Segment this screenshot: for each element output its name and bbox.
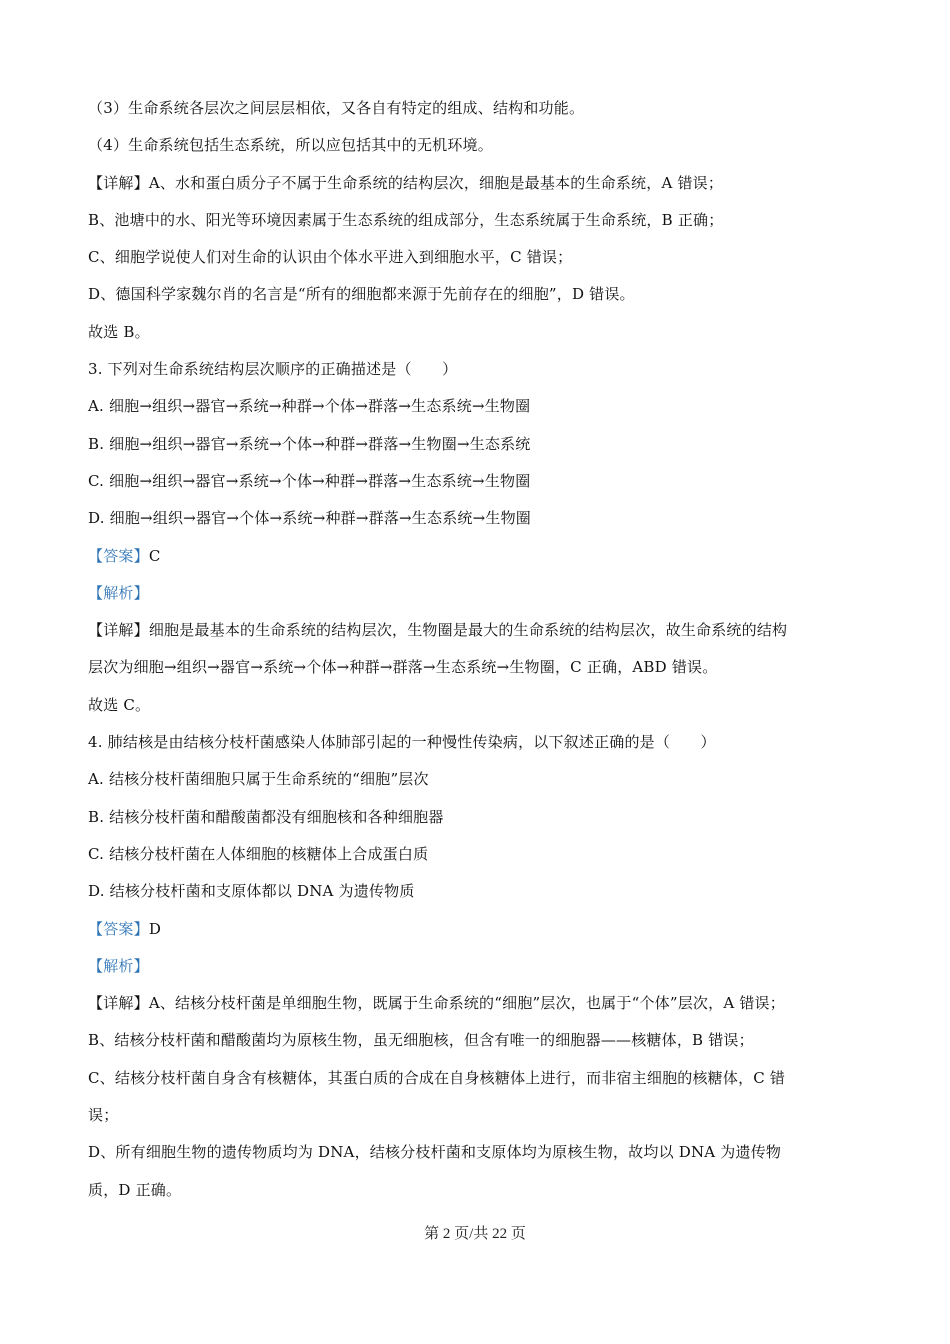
question-4-option-d: D. 结核分枝杆菌和支原体都以 DNA 为遗传物质 xyxy=(88,882,415,901)
analysis-point-4: （4）生命系统包括生态系统，所以应包括其中的无机环境。 xyxy=(88,136,493,155)
detail-label: 【详解】 xyxy=(88,994,149,1013)
question-4-detail-3: C、结核分枝杆菌自身含有核糖体，其蛋白质的合成在自身核糖体上进行，而非宿主细胞的核糖体，C 错 xyxy=(88,1068,786,1087)
question-4-option-b: B. 结核分枝杆菌和醋酸菌都没有细胞核和各种细胞器 xyxy=(88,807,444,826)
question-3-option-c: C. 细胞→组织→器官→系统→个体→种群→群落→生态系统→生物圈 xyxy=(88,471,531,490)
answer-label: 【答案】 xyxy=(88,546,149,565)
prev-detail-line-d: D、德国科学家魏尔肖的名言是“所有的细胞都来源于先前存在的细胞”，D 错误。 xyxy=(88,285,635,304)
question-3-stem: 3. 下列对生命系统结构层次顺序的正确描述是（ ） xyxy=(88,360,458,379)
analysis-point-3: （3）生命系统各层次之间层层相依，又各自有特定的组成、结构和功能。 xyxy=(88,99,585,117)
question-3-detail-1 xyxy=(88,612,868,649)
question-4-stem: 4. 肺结核是由结核分枝杆菌感染人体肺部引起的一种慢性传染病，以下叙述正确的是（ ） xyxy=(88,733,716,752)
question-4-detail-2: B、结核分枝杆菌和醋酸菌均为原核生物，虽无细胞核，但含有唯一的细胞器——核糖体，B 错误； xyxy=(88,1031,754,1050)
question-3-analysis-label: 【解析】 xyxy=(88,583,149,602)
detail-text: 细胞是最基本的生命系统的结构层次，生物圈是最大的生命系统的结构层次，故生命系统的结构 xyxy=(148,621,788,640)
page-content xyxy=(88,90,868,1209)
prev-detail-line-b: B、池塘中的水、阳光等环境因素属于生态系统的组成部分，生态系统属于生命系统，B 正确； xyxy=(88,210,724,229)
detail-label: 【详解】 xyxy=(88,173,149,192)
question-3-conclusion: 故选 C。 xyxy=(88,695,151,714)
answer-value: C xyxy=(148,546,161,565)
question-3-option-a: A. 细胞→组织→器官→系统→种群→个体→群落→生态系统→生物圈 xyxy=(88,397,531,416)
prev-conclusion: 故选 B。 xyxy=(88,322,150,341)
question-4-option-c: C. 结核分枝杆菌在人体细胞的核糖体上合成蛋白质 xyxy=(88,844,429,863)
detail-text: A、结核分枝杆菌是单细胞生物，既属于生命系统的“细胞”层次，也属于“个体”层次，A 错误； xyxy=(148,994,785,1013)
question-4-detail-4-cont: 质，D 正确。 xyxy=(88,1180,182,1199)
question-3-answer xyxy=(88,538,868,575)
question-4-detail-1 xyxy=(88,985,868,1022)
answer-label: 【答案】 xyxy=(88,919,149,938)
question-4-detail-4: D、所有细胞生物的遗传物质均为 DNA，结核分枝杆菌和支原体均为原核生物，故均以 DNA 为遗传物 xyxy=(88,1143,782,1162)
answer-value: D xyxy=(148,919,162,938)
page-number: 第 2 页/共 22 页 xyxy=(424,1226,526,1242)
question-3-option-d: D. 细胞→组织→器官→个体→系统→种群→群落→生态系统→生物圈 xyxy=(88,509,531,528)
question-4-answer xyxy=(88,911,868,948)
question-4-detail-3-cont: 误； xyxy=(88,1106,119,1125)
detail-text: A、水和蛋白质分子不属于生命系统的结构层次，细胞是最基本的生命系统，A 错误； xyxy=(148,173,724,192)
prev-detail-line-c: C、细胞学说使人们对生命的认识由个体水平进入到细胞水平，C 错误； xyxy=(88,248,573,267)
question-4-analysis-label: 【解析】 xyxy=(88,956,149,975)
question-3-detail-2: 层次为细胞→组织→器官→系统→个体→种群→群落→生态系统→生物圈，C 正确，ABD 错误。 xyxy=(88,658,718,677)
detail-label: 【详解】 xyxy=(88,621,149,640)
question-3-option-b: B. 细胞→组织→器官→系统→个体→种群→群落→生物圈→生态系统 xyxy=(88,434,531,453)
question-4-option-a: A. 结核分枝杆菌细胞只属于生命系统的“细胞”层次 xyxy=(88,770,429,789)
prev-detail-line-a xyxy=(88,165,868,202)
